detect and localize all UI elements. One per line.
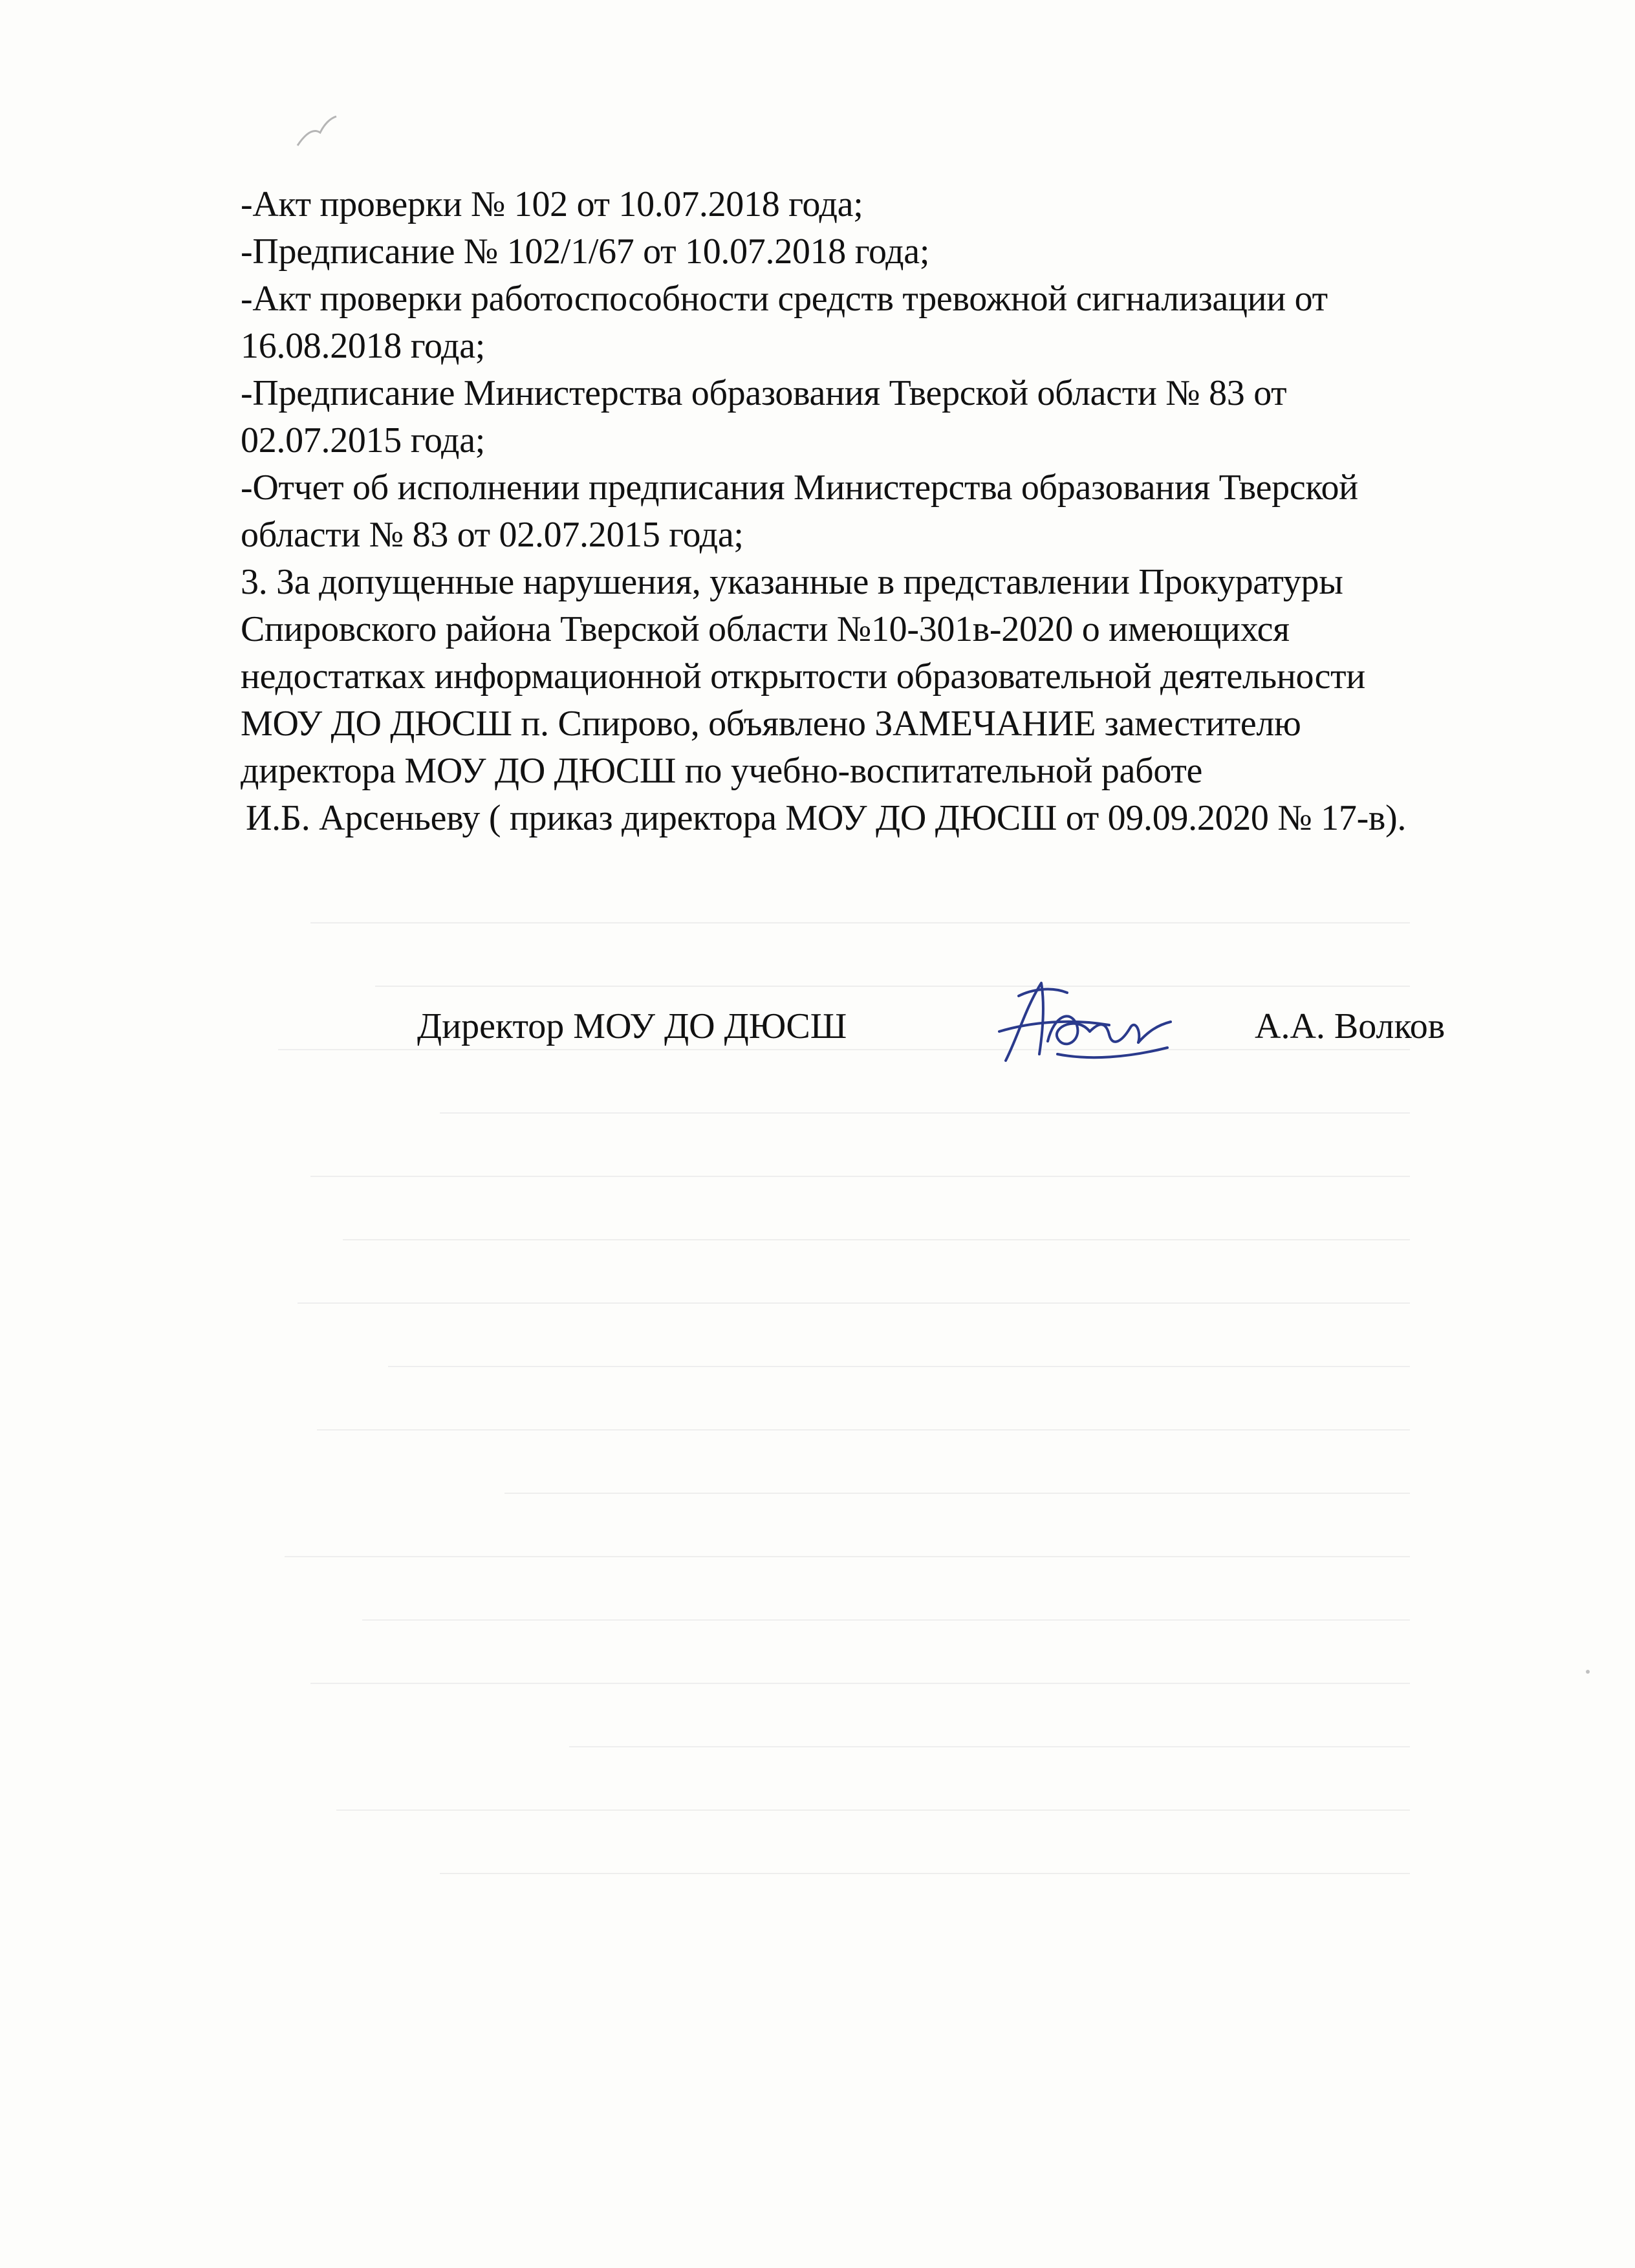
body-line: -Предписание Министерства образования Тверской области № 83 от [241,373,1287,413]
signatory-title: Директор МОУ ДО ДЮСШ [417,1006,847,1046]
body-line: -Акт проверки работоспособности средств тревожной сигнализации от [241,279,1328,319]
body-line: Спировского района Тверской области №10-301в-2020 о имеющихся [241,609,1290,649]
scan-speck-icon [294,113,340,152]
body-line: -Отчет об исполнении предписания Министерства образования Тверской [241,468,1358,508]
scan-speck-icon [1578,1662,1597,1681]
signatory-name: А.А. Волков [1255,1006,1446,1046]
handwritten-signature-icon [980,970,1187,1074]
body-line: -Предписание № 102/1/67 от 10.07.2018 года; [241,232,930,272]
body-line: -Акт проверки № 102 от 10.07.2018 года; [241,184,863,224]
body-line: МОУ ДО ДЮСШ п. Спирово, объявлено ЗАМЕЧАНИЕ заместителю [241,704,1301,744]
body-line: 3. За допущенные нарушения, указанные в представлении Прокуратуры [241,562,1343,602]
body-line: 16.08.2018 года; [241,326,486,366]
signature-block [417,1006,1478,1064]
body-line: директора МОУ ДО ДЮСШ по учебно-воспитательной работе [241,751,1203,791]
body-line: 02.07.2015 года; [241,420,486,460]
document-body [241,181,1469,842]
body-line: И.Б. Арсеньеву ( приказ директора МОУ ДО ДЮСШ от 09.09.2020 № 17-в). [246,798,1407,838]
body-line: недостатках информационной открытости образовательной деятельности [241,656,1365,697]
body-line: области № 83 от 02.07.2015 года; [241,515,744,555]
